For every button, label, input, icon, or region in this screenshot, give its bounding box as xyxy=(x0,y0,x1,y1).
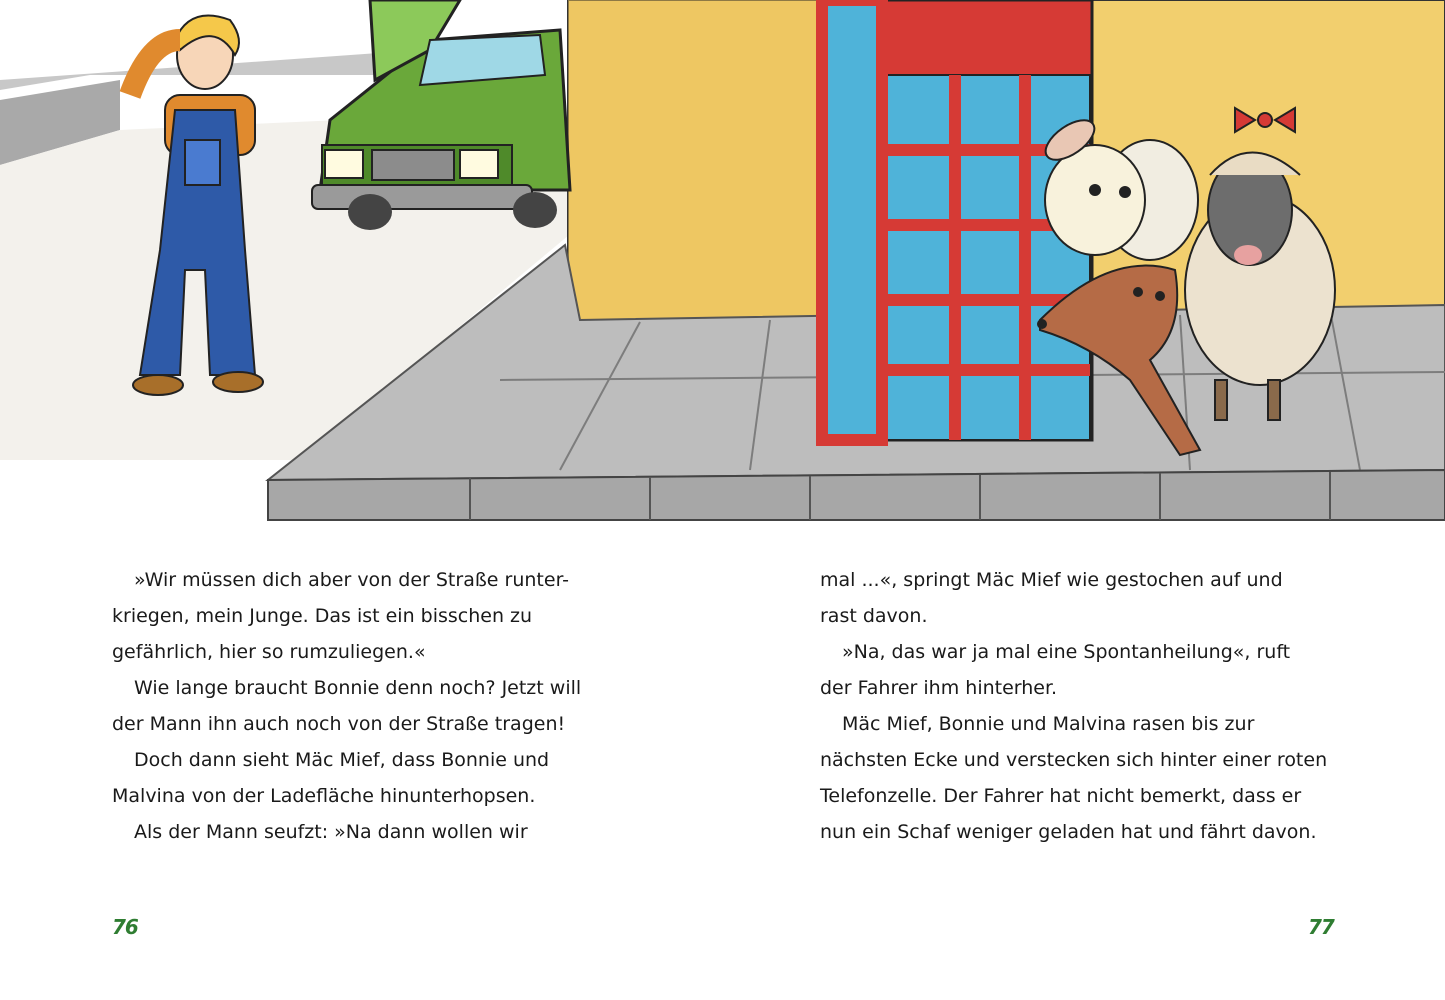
text-line: gefährlich, hier so rumzuliegen.« xyxy=(112,641,426,663)
text-line: nun ein Schaf weniger geladen hat und fährt davon. xyxy=(820,821,1317,843)
left-page-text xyxy=(112,562,612,850)
text-line: der Mann ihn auch noch von der Straße tragen! xyxy=(112,713,566,735)
page-number-left: 76 xyxy=(112,915,138,939)
text-line: kriegen, mein Junge. Das ist ein bisschen zu xyxy=(112,605,533,627)
text-line: Wie lange braucht Bonnie denn noch? Jetzt will xyxy=(134,677,582,699)
text-line: nächsten Ecke und verstecken sich hinter einer roten xyxy=(820,749,1328,771)
text-line: »Wir müssen dich aber von der Straße runter- xyxy=(134,569,570,591)
text-line: Telefonzelle. Der Fahrer hat nicht bemerkt, dass er xyxy=(820,785,1302,807)
page-number-right: 77 xyxy=(1308,915,1334,939)
text-line: Als der Mann seufzt: »Na dann wollen wir xyxy=(134,821,528,843)
right-page-text xyxy=(820,562,1350,850)
text-line: »Na, das war ja mal eine Spontanheilung«, ruft xyxy=(842,641,1291,663)
text-line: rast davon. xyxy=(820,605,928,627)
text-line: Malvina von der Ladefläche hinunterhopsen. xyxy=(112,785,536,807)
text-line: Doch dann sieht Mäc Mief, dass Bonnie und xyxy=(134,749,550,771)
text-line: mal ...«, springt Mäc Mief wie gestochen auf und xyxy=(820,569,1283,591)
curb xyxy=(268,470,1445,520)
text-line: der Fahrer ihm hinterher. xyxy=(820,677,1058,699)
text-line: Mäc Mief, Bonnie und Malvina rasen bis zur xyxy=(842,713,1255,735)
truck xyxy=(312,0,570,230)
building-wall-shade xyxy=(568,0,828,320)
